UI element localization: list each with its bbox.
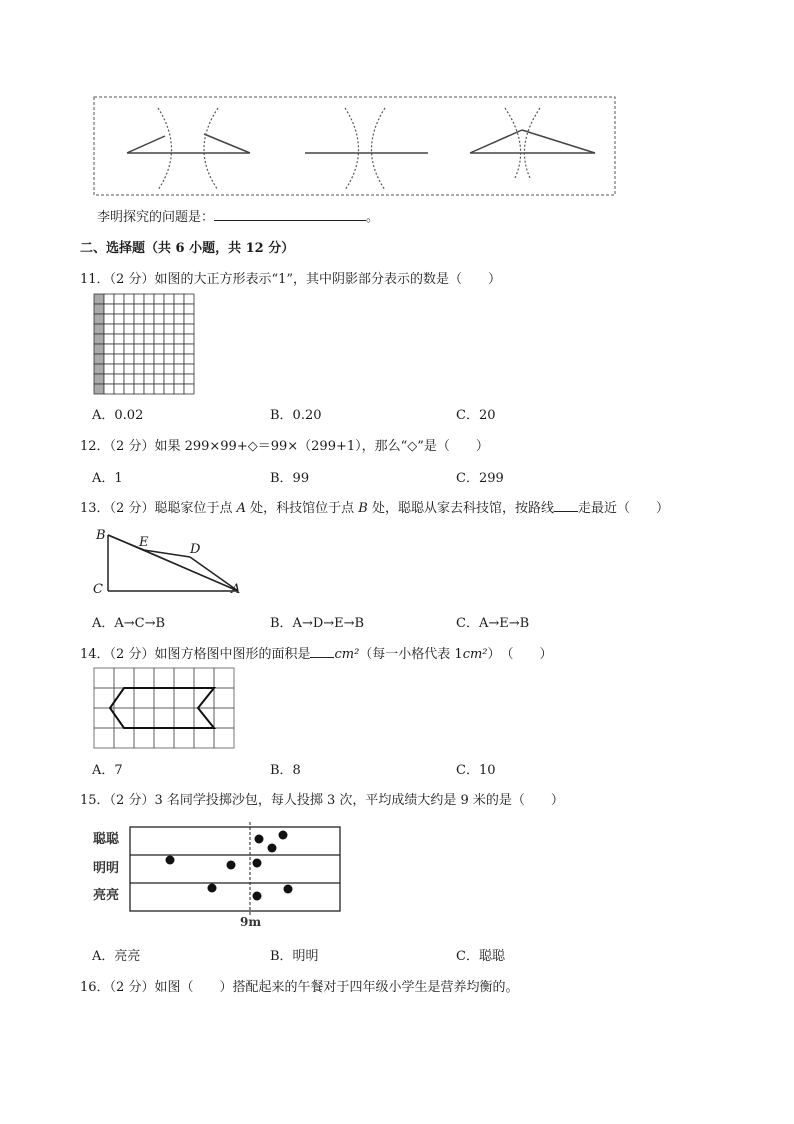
grid-cell	[184, 304, 194, 314]
grid-cell	[104, 344, 114, 354]
end-mark: 。	[366, 210, 380, 225]
q14-text-b: （每一小格代表 1	[359, 647, 463, 662]
q12-option-a[interactable]: A．1	[92, 471, 123, 486]
grid-cell	[164, 314, 174, 324]
grid-cell	[124, 304, 134, 314]
grid-cell	[114, 344, 124, 354]
q14-option-c[interactable]: C．10	[456, 763, 496, 778]
q13-option-c[interactable]: C．A→E→B	[456, 616, 530, 631]
grid-cell	[174, 334, 184, 344]
grid-cell	[124, 334, 134, 344]
grid-cell	[184, 314, 194, 324]
grid-cell	[144, 384, 154, 394]
grid-cell	[164, 384, 174, 394]
grid-cell	[184, 294, 194, 304]
grid-cell	[164, 294, 174, 304]
q13-text-a: 聪聪家位于点	[154, 501, 233, 516]
q12-text: 如果 299×99+◇＝99×（299+1），那么“◇”是（ ）	[154, 439, 489, 454]
grid-cell	[124, 374, 134, 384]
q12-score: （2 分）	[109, 439, 155, 454]
grid-cell	[154, 688, 174, 708]
grid-cell	[124, 364, 134, 374]
grid-cell	[114, 334, 124, 344]
grid-cell	[94, 668, 114, 688]
grid-cell	[154, 364, 164, 374]
q13-triangle-figure	[90, 525, 250, 600]
q15-stem	[80, 789, 564, 808]
q14-option-a[interactable]: A．7	[92, 763, 123, 778]
grid-cell	[104, 384, 114, 394]
grid-cell	[184, 364, 194, 374]
grid-cell	[154, 344, 164, 354]
q14-unit2: cm²	[462, 647, 488, 662]
grid-cell	[184, 344, 194, 354]
q16-text: 如图（ ）搭配起来的午餐对于四年级小学生是营养均衡的。	[154, 980, 519, 995]
shaded-cell	[94, 314, 104, 324]
grid-cell	[134, 688, 154, 708]
dot	[253, 892, 262, 901]
q11-option-c[interactable]: C．20	[456, 408, 496, 423]
grid-cell	[114, 314, 124, 324]
grid-cell	[114, 384, 124, 394]
q12-option-c[interactable]: C．299	[456, 471, 504, 486]
q14-blank[interactable]	[310, 645, 334, 658]
grid-cell	[154, 304, 164, 314]
q11-text: 如图的大正方形表示“1”，其中阴影部分表示的数是（ ）	[154, 272, 502, 287]
grid-cell	[114, 304, 124, 314]
q15-row-label-1: 聪聪	[93, 832, 120, 847]
q11-option-a[interactable]: A．0.02	[92, 408, 144, 423]
grid-cell	[134, 344, 144, 354]
grid-cell	[124, 324, 134, 334]
grid-cell	[214, 728, 234, 748]
q14-text-a: 如图方格图中图形的面积是	[154, 647, 311, 662]
grid-cell	[124, 344, 134, 354]
q13-label-b: B	[96, 528, 106, 543]
grid-cell	[124, 354, 134, 364]
grid-cell	[104, 314, 114, 324]
grid-cell	[184, 384, 194, 394]
grid-cell	[124, 314, 134, 324]
grid-cell	[174, 344, 184, 354]
q13-option-a[interactable]: A．A→C→B	[92, 616, 166, 631]
q13-point-a: A	[236, 501, 246, 516]
grid-cell	[164, 334, 174, 344]
q11-num: 11．	[80, 272, 110, 287]
grid-cell	[104, 374, 114, 384]
dot	[268, 844, 277, 853]
q12-num: 12．	[80, 439, 110, 454]
grid-cell	[184, 334, 194, 344]
grid-cell	[184, 354, 194, 364]
grid-cell	[134, 668, 154, 688]
grid-cell	[134, 334, 144, 344]
shaded-cell	[94, 354, 104, 364]
shaded-cell	[94, 344, 104, 354]
grid-cell	[114, 668, 134, 688]
q15-dot-figure	[90, 820, 350, 935]
grid-cell	[154, 708, 174, 728]
q15-axis-label: 9m	[240, 915, 262, 929]
grid-cell	[134, 314, 144, 324]
grid-cell	[134, 728, 154, 748]
grid-cell	[114, 324, 124, 334]
grid-cell	[114, 294, 124, 304]
q13-label-c: C	[93, 582, 103, 597]
grid-cell	[114, 354, 124, 364]
grid-cell	[134, 354, 144, 364]
shaded-cell	[94, 304, 104, 314]
q14-text-c: ） （ ）	[487, 647, 553, 662]
q14-option-b[interactable]: B．8	[270, 763, 301, 778]
grid-cell	[144, 324, 154, 334]
grid-cell	[154, 294, 164, 304]
grid-cell	[154, 668, 174, 688]
grid-cell	[164, 374, 174, 384]
grid-cell	[154, 384, 164, 394]
grid-cell	[104, 364, 114, 374]
q11-option-b[interactable]: B．0.20	[270, 408, 322, 423]
grid-cell	[184, 374, 194, 384]
q15-row-label-3: 亮亮	[93, 888, 120, 903]
dot	[166, 856, 175, 865]
question-label: 李明探究的问题是：	[97, 210, 215, 225]
grid-cell	[134, 708, 154, 728]
q15-num: 15．	[80, 793, 110, 808]
grid-cell	[104, 324, 114, 334]
q16-stem	[80, 976, 518, 995]
q13-num: 13．	[80, 501, 110, 516]
q14-num: 14．	[80, 647, 110, 662]
top-figure-question	[97, 206, 379, 225]
grid-cell	[94, 728, 114, 748]
grid-cell	[214, 708, 234, 728]
section-title: 二、选择题（共 6 小题，共 12 分）	[80, 241, 295, 256]
grid-cell	[114, 374, 124, 384]
grid-cell	[164, 354, 174, 364]
grid-cell	[144, 304, 154, 314]
shaded-cell	[94, 374, 104, 384]
grid-cell	[174, 688, 194, 708]
q13-blank[interactable]	[554, 499, 578, 512]
grid-cell	[174, 668, 194, 688]
grid-cell	[134, 374, 144, 384]
grid-cell	[104, 334, 114, 344]
grid-cell	[144, 354, 154, 364]
dot	[208, 884, 217, 893]
grid-cell	[154, 314, 164, 324]
q13-point-b: B	[358, 501, 368, 516]
grid-cell	[164, 344, 174, 354]
q15-option-a[interactable]: A．亮亮	[92, 949, 141, 964]
q14-score: （2 分）	[109, 647, 155, 662]
q14-stem	[80, 643, 553, 662]
q13-text-c: 处，聪聪从家去科技馆，按路线	[372, 501, 555, 516]
grid-cell	[124, 384, 134, 394]
q13-label-a: A	[231, 582, 241, 597]
grid-cell	[144, 314, 154, 324]
grid-cell	[154, 334, 164, 344]
q13-score: （2 分）	[109, 501, 155, 516]
answer-blank[interactable]	[214, 208, 366, 221]
grid-cell	[194, 728, 214, 748]
grid-cell	[134, 324, 144, 334]
q15-text: 3 名同学投掷沙包，每人投掷 3 次，平均成绩大约是 9 米的是（ ）	[154, 793, 564, 808]
q13-label-d: D	[190, 542, 201, 557]
grid-cell	[154, 324, 164, 334]
grid-cell	[124, 294, 134, 304]
q11-grid-figure	[93, 293, 199, 395]
q13-label-e: E	[139, 535, 149, 550]
q13-text-b: 处，科技馆位于点	[250, 501, 355, 516]
q14-grid-figure	[93, 667, 237, 747]
q11-stem	[80, 268, 501, 287]
grid-cell	[174, 294, 184, 304]
grid-cell	[154, 354, 164, 364]
grid-cell	[214, 668, 234, 688]
q16-score: （2 分）	[109, 980, 155, 995]
grid-cell	[144, 374, 154, 384]
grid-cell	[174, 304, 184, 314]
grid-cell	[144, 334, 154, 344]
grid-cell	[164, 324, 174, 334]
shaded-cell	[94, 294, 104, 304]
grid-cell	[174, 728, 194, 748]
q16-num: 16．	[80, 980, 110, 995]
grid-cell	[164, 304, 174, 314]
grid-cell	[174, 708, 194, 728]
dot	[227, 861, 236, 870]
grid-cell	[134, 294, 144, 304]
q12-stem	[80, 435, 489, 454]
q13-text-d: 走最近（ ）	[578, 501, 670, 516]
q15-row-label-2: 明明	[93, 861, 120, 876]
q13-option-b[interactable]: B．A→D→E→B	[270, 616, 365, 631]
q13-stem	[80, 497, 669, 516]
grid-cell	[154, 728, 174, 748]
grid-cell	[174, 314, 184, 324]
q15-score: （2 分）	[109, 793, 155, 808]
grid-cell	[134, 384, 144, 394]
dot	[255, 835, 264, 844]
shaded-cell	[94, 384, 104, 394]
grid-cell	[194, 668, 214, 688]
q15-option-b[interactable]: B．明明	[270, 949, 319, 964]
grid-cell	[104, 304, 114, 314]
q14-unit: cm²	[334, 647, 360, 662]
grid-cell	[214, 688, 234, 708]
grid-cell	[144, 294, 154, 304]
shaded-cell	[94, 364, 104, 374]
shaded-cell	[94, 324, 104, 334]
grid-cell	[154, 374, 164, 384]
grid-cell	[174, 374, 184, 384]
grid-cell	[114, 728, 134, 748]
grid-cell	[134, 304, 144, 314]
grid-cell	[164, 364, 174, 374]
grid-cell	[174, 364, 184, 374]
q12-option-b[interactable]: B．99	[270, 471, 310, 486]
grid-cell	[144, 364, 154, 374]
dot	[284, 885, 293, 894]
grid-cell	[134, 364, 144, 374]
grid-cell	[174, 384, 184, 394]
grid-cell	[144, 344, 154, 354]
q11-score: （2 分）	[109, 272, 155, 287]
top-figure-box	[0, 0, 794, 200]
grid-cell	[104, 354, 114, 364]
dot	[253, 859, 262, 868]
dot	[279, 831, 288, 840]
grid-cell	[104, 294, 114, 304]
grid-cell	[174, 354, 184, 364]
grid-cell	[114, 364, 124, 374]
grid-cell	[174, 324, 184, 334]
shaded-cell	[94, 334, 104, 344]
grid-cell	[184, 324, 194, 334]
q15-option-c[interactable]: C．聪聪	[456, 949, 505, 964]
